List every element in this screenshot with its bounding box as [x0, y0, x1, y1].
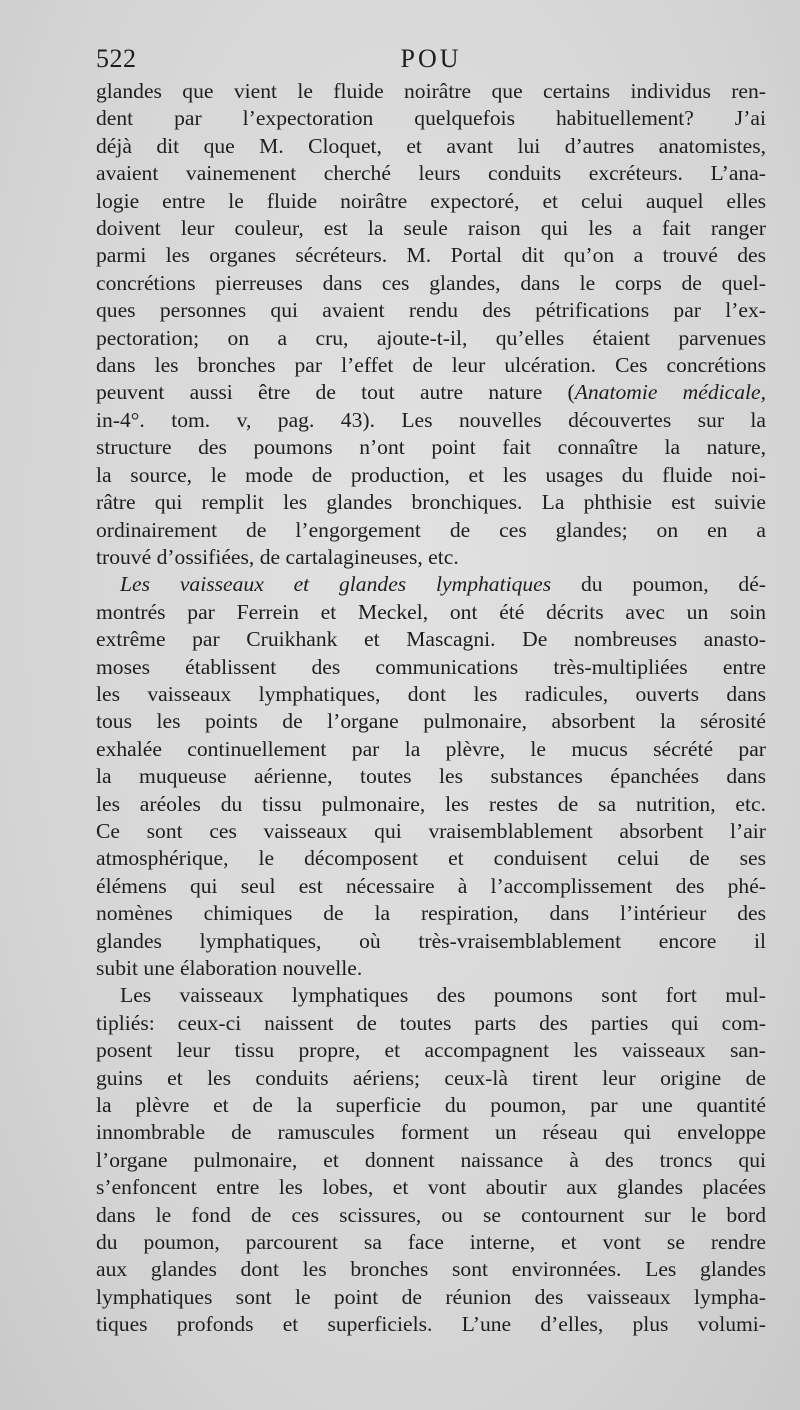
- text-line: atmosphérique, le décomposent et conduisent celui de ses: [96, 846, 766, 871]
- text-line: du poumon, parcourent sa face interne, et vont se rendre: [96, 1230, 766, 1255]
- text-line: logie entre le fluide noirâtre expectoré, et celui auquel elles: [96, 188, 766, 213]
- text-line: montrés par Ferrein et Meckel, ont été décrits avec un soin: [96, 599, 766, 624]
- text-line: dans les bronches par l’effet de leur ulcération. Ces concrétions: [96, 353, 766, 378]
- text-line: exhalée continuellement par la plèvre, le mucus sécrété par: [96, 736, 766, 761]
- text-line: concrétions pierreuses dans ces glandes, dans le corps de quel-: [96, 270, 766, 295]
- text-line: ques personnes qui avaient rendu des pétrifications par l’ex-: [96, 298, 766, 323]
- text-line: trouvé d’ossifiées, de cartalagineuses, etc.: [96, 544, 459, 569]
- text-line: guins et les conduits aériens; ceux-là tirent leur origine de: [96, 1065, 766, 1090]
- text-line: doivent leur couleur, est la seule raison qui les a fait ranger: [96, 216, 766, 241]
- paragraph-1: [96, 78, 766, 571]
- page-header: [96, 44, 766, 76]
- text-line: nomènes chimiques de la respiration, dans l’intérieur des: [96, 901, 766, 926]
- text-line: la muqueuse aérienne, toutes les substances épanchées dans: [96, 764, 766, 789]
- text-line: tiques profonds et superficiels. L’une d’elles, plus volumi-: [96, 1312, 766, 1337]
- text-line: la source, le mode de production, et les usages du fluide noi-: [96, 462, 766, 487]
- text-line: ordinairement de l’engorgement de ces glandes; on en a: [96, 517, 766, 542]
- text-line: glandes lymphatiques, où très-vraisemblablement encore il: [96, 928, 766, 953]
- text-line: la plèvre et de la superficie du poumon, par une quantité: [96, 1093, 766, 1118]
- text-line: aux glandes dont les bronches sont environnées. Les glandes: [96, 1257, 766, 1282]
- text-line: élémens qui seul est nécessaire à l’accomplissement des phé-: [96, 873, 766, 898]
- paragraph-2: [96, 571, 766, 982]
- text-line: subit une élaboration nouvelle.: [96, 956, 363, 980]
- text-line-with-citation: [96, 379, 766, 406]
- text-line: dans le fond de ces scissures, ou se contournent sur le bord: [96, 1202, 766, 1227]
- running-head: POU: [400, 44, 462, 73]
- text-line: les aréoles du tissu pulmonaire, les restes de sa nutrition, etc.: [96, 791, 766, 816]
- text-line: tous les points de l’organe pulmonaire, absorbent la sérosité: [96, 709, 766, 734]
- text-line: les vaisseaux lymphatiques, dont les radicules, ouverts dans: [96, 681, 766, 706]
- text-line: tipliés: ceux-ci naissent de toutes parts des parties qui com-: [96, 1010, 766, 1035]
- page-number: 522: [96, 44, 137, 73]
- text-line: l’organe pulmonaire, et donnent naissance à des troncs qui: [96, 1147, 766, 1172]
- text-line: structure des poumons n’ont point fait connaître la nature,: [96, 435, 766, 460]
- text-line: s’enfoncent entre les lobes, et vont aboutir aux glandes placées: [96, 1175, 766, 1200]
- text-line: parmi les organes sécréteurs. M. Portal dit qu’on a trouvé des: [96, 243, 766, 268]
- text-fragment: peuvent aussi être de tout autre nature (: [96, 380, 575, 405]
- citation-title: Anatomie médicale,: [574, 380, 766, 405]
- text-line: déjà dit que M. Cloquet, et avant lui d’autres anatomistes,: [96, 133, 766, 158]
- text-line: in-4°. tom. v, pag. 43). Les nouvelles découvertes sur la: [96, 407, 766, 432]
- text-line: glandes que vient le fluide noirâtre que certains individus ren-: [96, 79, 766, 103]
- text-line: moses établissent des communications très-multipliées entre: [96, 654, 766, 679]
- text-line: extrême par Cruikhank et Mascagni. De nombreuses anasto-: [96, 627, 766, 652]
- text-line: Ce sont ces vaisseaux qui vraisemblablement absorbent l’air: [96, 818, 766, 843]
- text-line: posent leur tissu propre, et accompagnent les vaisseaux san-: [96, 1038, 766, 1063]
- text-line: dent par l’expectoration quelquefois habituellement? J’ai: [96, 106, 766, 131]
- text-line: pectoration; on a cru, ajoute-t-il, qu’elles étaient parvenues: [96, 325, 766, 350]
- body-text: [96, 78, 766, 1339]
- text-line: lymphatiques sont le point de réunion des vaisseaux lympha-: [96, 1284, 766, 1309]
- text-line-with-lead: [96, 571, 766, 598]
- text-line: Les vaisseaux lymphatiques des poumons sont fort mul-: [120, 983, 766, 1008]
- text-line: innombrable de ramuscules forment un réseau qui enveloppe: [96, 1120, 766, 1145]
- paragraph-lead-italic: Les vaisseaux et glandes lymphatiques: [120, 572, 552, 597]
- paragraph-3: [96, 982, 766, 1338]
- text-line: râtre qui remplit les glandes bronchiques. La phthisie est suivie: [96, 490, 766, 515]
- text-line: avaient vainemenent cherché leurs conduits excréteurs. L’ana-: [96, 161, 766, 186]
- text-fragment: du poumon, dé-: [551, 572, 766, 597]
